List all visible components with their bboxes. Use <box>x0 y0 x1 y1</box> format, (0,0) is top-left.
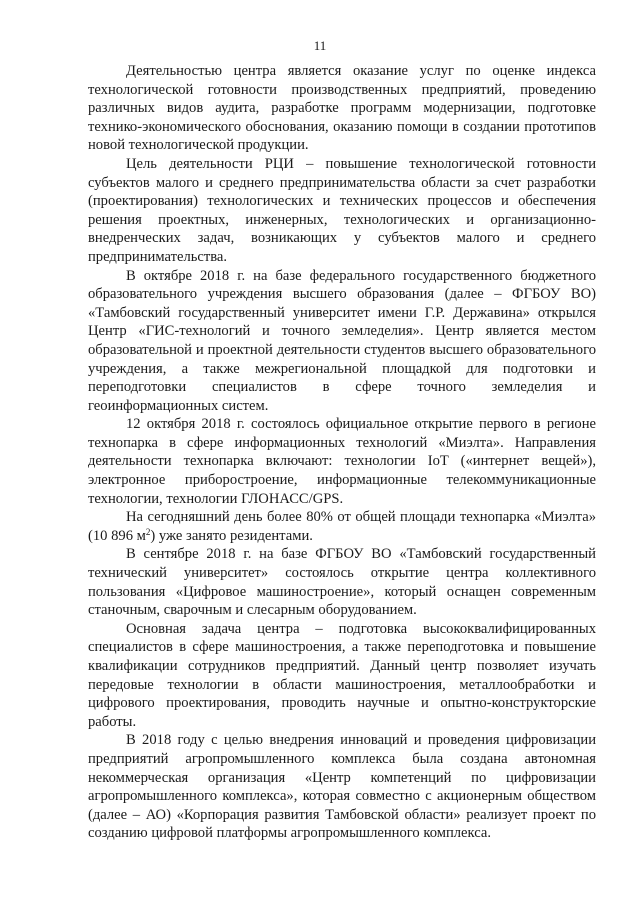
paragraph-technopark-area <box>88 508 596 545</box>
area-unit-superscript: 2 <box>145 526 151 537</box>
area-text-before: На сегодняшний день более 80% от общей площади технопарка «Миэлта» (10 896 м <box>88 509 596 544</box>
paragraph-agro-digitalization: В 2018 году с целью внедрения инноваций и проведения цифровизации предприятий агропромышленного комплекса была создана автономная некоммерческая организация «Центр компетенций по цифровизации агропромышленного комплекса», которая совместно с акционерным обществом (далее – АО) «Корпорация развития Тамбовской области» реализует проект по созданию цифровой платформы агропромышленного комплекса. <box>88 732 596 842</box>
document-body <box>88 62 596 843</box>
paragraph-center-services: Деятельностью центра является оказание услуг по оценке индекса технологической готовности производственных предприятий, проведению различных видов аудита, разработке программ модернизации, подготовке технико-экономического обоснования, оказанию помощи в создании прототипов новой технологической продукции. <box>88 63 596 154</box>
paragraph-technopark-opening: 12 октября 2018 г. состоялось официальное открытие первого в регионе технопарка в сфере информационных технологий «Миэлта». Направления деятельности технопарка включают: технологии IoT («интернет вещей»), электронное приборостроение, информационные телекоммуникационные технологии, технологии ГЛОНАСС/GPS. <box>88 416 596 507</box>
page-number: 11 <box>313 38 327 53</box>
area-text-after: ) уже занято резидентами. <box>150 527 313 544</box>
paragraph-gis-center: В октябре 2018 г. на базе федерального государственного бюджетного образовательного учреждения высшего образования (далее – ФГБОУ ВО) «Тамбовский государственный университет имени Г.Р. Державина» открылся Центр «ГИС-технологий и точного земледелия». Центр является местом образовательной и проектной деятельности студентов высшего образовательного учреждения, а также межрегиональной площадкой для подготовки и переподготовки специалистов в сфере точного земледелия и геоинформационных систем. <box>88 267 596 414</box>
paragraph-rci-goal: Цель деятельности РЦИ – повышение технологической готовности субъектов малого и среднего предпринимательства области за счет разработки (проектирования) технологических и технических процессов и обеспечения решения проектных, инженерных, технологических и организационно-внедренческих задач, возникающих у субъектов малого и среднего предпринимательства. <box>88 155 596 265</box>
paragraph-center-main-task: Основная задача центра – подготовка высококвалифицированных специалистов в сфере машиностроения, а также переподготовка и повышение квалификации сотрудников предприятий. Данный центр позволяет изучать передовые технологии в области машиностроения, металлообработки и цифрового проектирования, проводить научные и опытно-конструкторские работы. <box>88 620 596 730</box>
paragraph-digital-engineering-center: В сентябре 2018 г. на базе ФГБОУ ВО «Тамбовский государственный технический университет» состоялось открытие центра коллективного пользования «Цифровое машиностроение», который оснащен современным станочным, сварочным и слесарным оборудованием. <box>88 546 596 619</box>
